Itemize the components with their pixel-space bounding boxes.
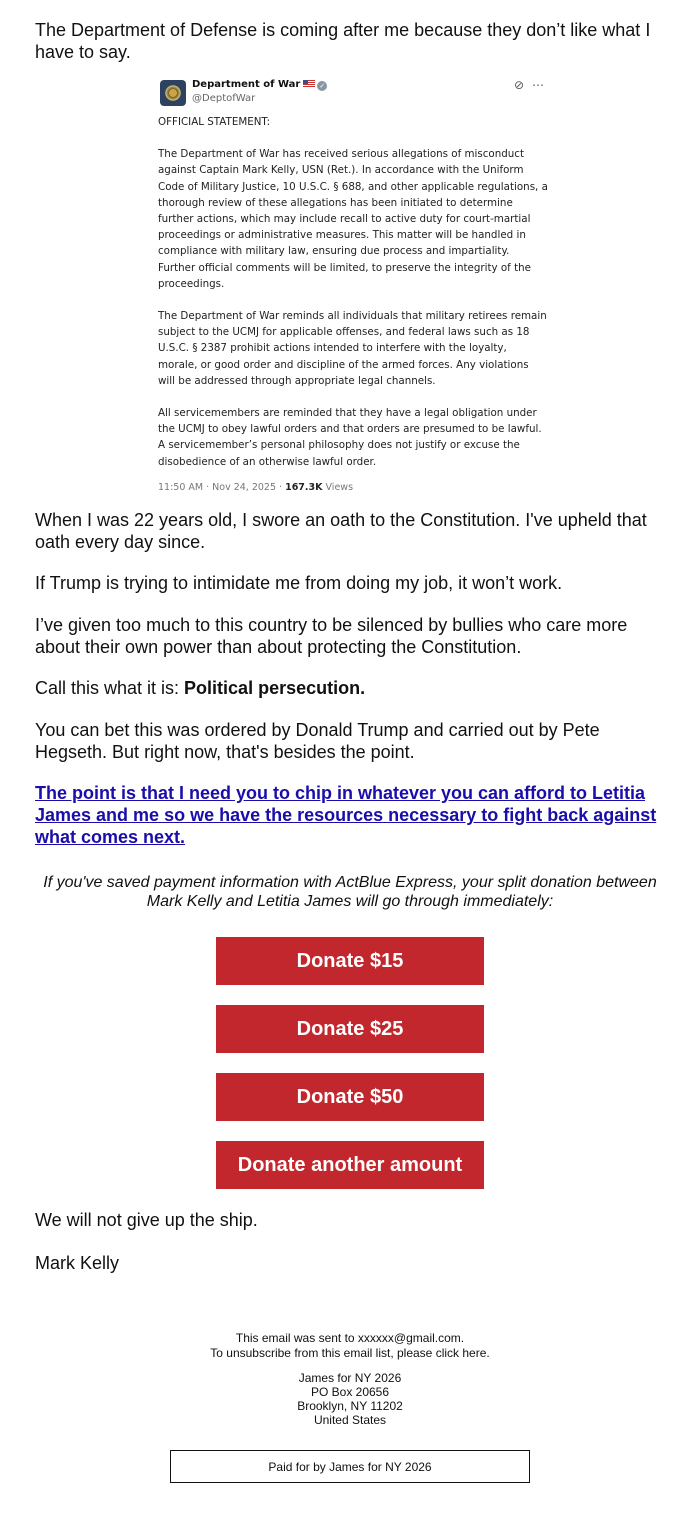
views-count: 167.3K: [285, 481, 323, 493]
intimidate-paragraph: If Trump is trying to intimidate me from doing my job, it won’t work.: [35, 573, 563, 593]
account-handle[interactable]: @DeptofWar: [192, 93, 256, 104]
account-avatar[interactable]: [160, 80, 186, 106]
donate-15-button[interactable]: Donate $15: [216, 937, 484, 985]
donate-link-paragraph: [35, 782, 665, 848]
grok-icon[interactable]: ⊘: [513, 78, 524, 92]
tweet-heading: OFFICIAL STATEMENT:: [158, 116, 271, 128]
tweet-paragraph: The Department of War reminds all individuals that military retirees remain subject to the UCMJ for applicable offenses, and federal laws such as 18 U.S.C. § 2387 prohibit actions intended to interfere with the loyalty, morale, or good order and discipline of the armed forces. Any violations will be addressed through appropriate legal channels.: [158, 310, 547, 387]
actblue-express-note: If you've saved payment information with ActBlue Express, your split donation between Mark Kelly and Letitia James will go through immediately:: [43, 874, 657, 910]
intro-paragraph: The Department of Defense is coming after me because they don’t like what I have to say.: [35, 20, 651, 62]
tweet-timestamp[interactable]: 11:50 AM · Nov 24, 2025 ·: [158, 481, 286, 493]
unsubscribe-link[interactable]: To unsubscribe from this email list, please click here.: [210, 1346, 490, 1360]
footer-address-line: United States: [313, 1413, 387, 1427]
ordered-paragraph: You can bet this was ordered by Donald Trump and carried out by Pete Hegseth. But right now, that's besides the point.: [35, 720, 600, 762]
persecution-paragraph: Call this what it is: Political persecution.: [35, 678, 366, 698]
persecution-bold: Political persecution.: [184, 678, 366, 698]
footer-address-line: PO Box 20656: [310, 1385, 390, 1399]
us-flag-icon: [303, 80, 315, 88]
donate-50-button[interactable]: Donate $50: [216, 1073, 484, 1121]
bullies-paragraph: I’ve given too much to this country to be silenced by bullies who care more about their own power than about protecting the Constitution.: [35, 615, 628, 657]
tweet-paragraph: The Department of War has received serious allegations of misconduct against Captain Mark Kelly, USN (Ret.). In accordance with the Uniform Code of Military Justice, 10 U.S.C. § 688, and other applicable regulations, a thorough review of these allegations has been initiated to determine further actions, which may include recall to active duty for court-martial proceedings or administrative measures. This matter will be handled in compliance with military law, ensuring due process and impartiality. Further official comments will be limited, to preserve the integrity of the proceedings.: [158, 148, 548, 290]
footer-address-line: James for NY 2026: [298, 1371, 402, 1385]
paid-for-box: Paid for by James for NY 2026: [170, 1450, 530, 1483]
tweet-meta: [158, 482, 548, 493]
closing-line: We will not give up the ship.: [35, 1210, 258, 1230]
tweet-header: [158, 78, 548, 108]
more-options-icon[interactable]: ⋯: [532, 78, 544, 92]
donate-other-button[interactable]: Donate another amount: [216, 1141, 484, 1189]
tweet-paragraph: All servicemembers are reminded that they have a legal obligation under the UCMJ to obey lawful orders and that orders are presumed to be lawful. A servicemember’s personal philosophy does not justify or excuse the disobedience of an otherwise lawful order.: [158, 407, 542, 468]
verified-badge-icon: ✓: [317, 81, 327, 91]
footer-sent-line: This email was sent to xxxxxx@gmail.com.: [235, 1331, 465, 1345]
account-name[interactable]: Department of War ✓: [192, 79, 327, 91]
seal-icon: [164, 84, 182, 102]
oath-paragraph: When I was 22 years old, I swore an oath to the Constitution. I've upheld that oath every day since.: [35, 510, 647, 552]
views-label: Views: [322, 481, 354, 493]
donate-25-button[interactable]: Donate $25: [216, 1005, 484, 1053]
footer-address-line: Brooklyn, NY 11202: [297, 1399, 403, 1413]
donate-link[interactable]: The point is that I need you to chip in whatever you can afford to Letitia James and me so we have the resources necessary to fight back against what comes next.: [35, 783, 657, 847]
signature: Mark Kelly: [35, 1253, 120, 1273]
embedded-tweet[interactable]: [158, 78, 548, 493]
